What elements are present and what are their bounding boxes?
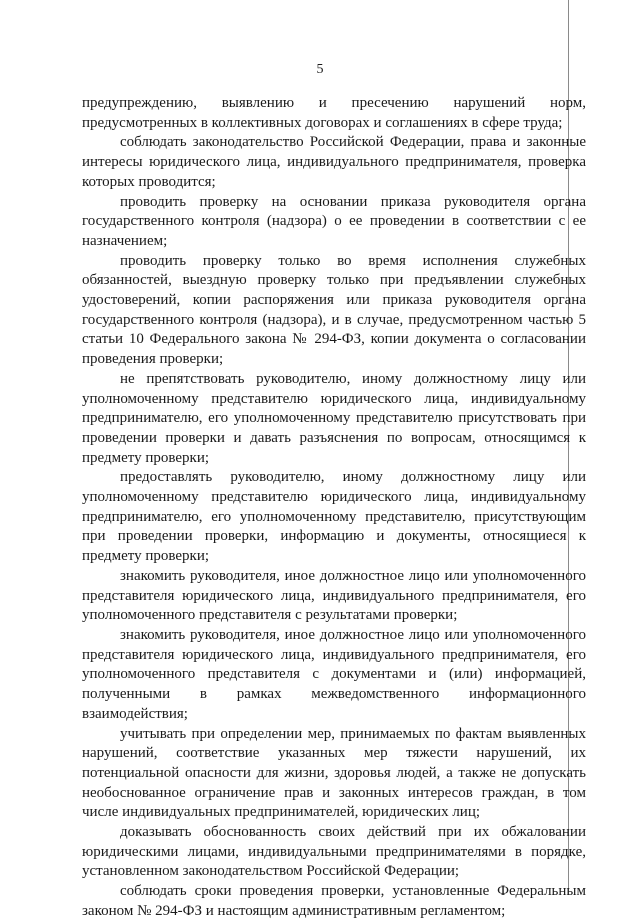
paragraph-provide-information: предоставлять руководителю, иному должностному лицу или уполномоченному представителю юридического лица, индивидуальному предпринимателю, его уполномоченному представителю, присутствующим при проведении проверки, информацию и документы, относящиеся к предмету проверки; bbox=[82, 469, 586, 565]
paragraph-not-obstruct: не препятствовать руководителю, иному должностному лицу или уполномоченному представителю юридического лица, индивидуальному предпринимателю, его уполномоченному представителю присутствовать при проведении проверки и давать разъяснения по вопросам, относящимся к предмету проверки; bbox=[82, 370, 586, 466]
document-body bbox=[82, 94, 586, 922]
paragraph-acquaint-documents: знакомить руководителя, иное должностное лицо или уполномоченного представителя юридического лица, индивидуального предпринимателя, его уполномоченного представителя с документами и (или) информацией, полученными в рамках межведомственного информационного взаимодействия; bbox=[82, 626, 586, 722]
paragraph-inspection-timing: проводить проверку только во время исполнения служебных обязанностей, выездную проверку только при предъявлении служебных удостоверений, копии распоряжения или приказа руководителя органа государственного контроля (надзора), и в случае, предусмотренном частью 5 статьи 10 Федерального закона № 294-ФЗ, копии документа о согласовании проведения проверки; bbox=[82, 252, 586, 368]
paragraph-observe-legislation: соблюдать законодательство Российской Федерации, права и законные интересы юридического лица, индивидуального предпринимателя, проверка которых проводится; bbox=[82, 134, 586, 190]
paragraph-acquaint-results: знакомить руководителя, иное должностное лицо или уполномоченного представителя юридического лица, индивидуального предпринимателя, его уполномоченного представителя с результатами проверки; bbox=[82, 567, 586, 624]
paragraph-justify-actions: доказывать обоснованность своих действий при их обжаловании юридическими лицами, индивидуальными предпринимателями в порядке, установленном законодательством Российской Федерации; bbox=[82, 824, 586, 880]
page-number: 5 bbox=[316, 62, 324, 77]
paragraph-proportionate-measures: учитывать при определении мер, принимаемых по фактам выявленных нарушений, соответствие указанных мер тяжести нарушений, их потенциальной опасности для жизни, здоровья людей, а также не допускать необоснованное ограничение прав и законных интересов граждан, в том числе индивидуальных предпринимателей, юридических лиц; bbox=[82, 725, 586, 821]
paragraph-inspection-basis: проводить проверку на основании приказа руководителя органа государственного контроля (надзора) о ее проведении в соответствии с ее назначением; bbox=[82, 193, 586, 249]
paragraph-continuation: предупреждению, выявлению и пресечению нарушений норм, предусмотренных в коллективных договорах и соглашениях в сфере труда; bbox=[82, 95, 586, 131]
paragraph-observe-deadlines: соблюдать сроки проведения проверки, установленные Федеральным законом № 294-ФЗ и настоящим административным регламентом; bbox=[82, 883, 586, 919]
